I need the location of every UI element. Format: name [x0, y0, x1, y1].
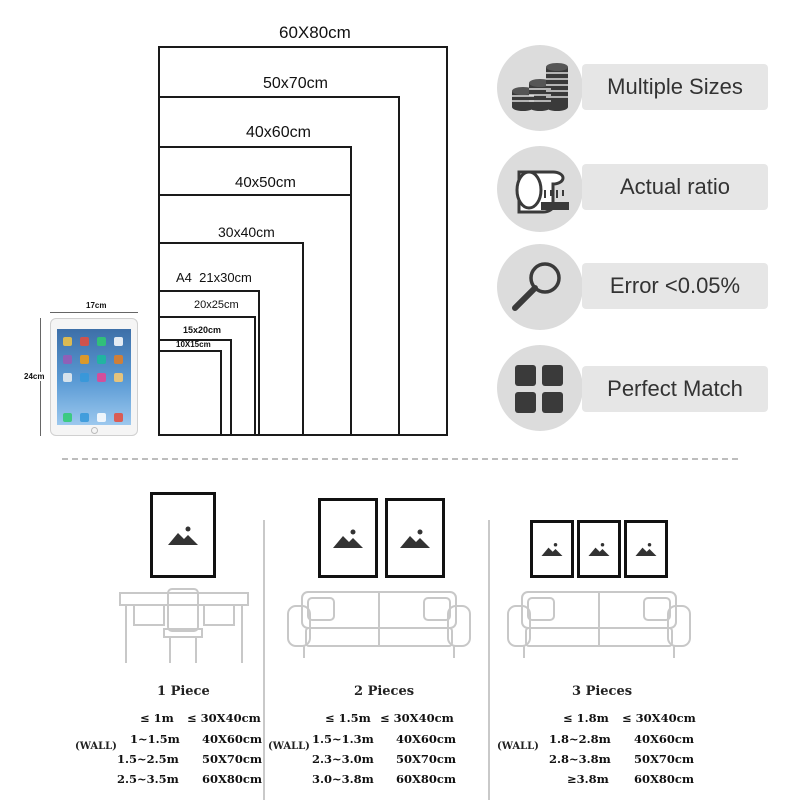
tablet-height-label: 24cm: [24, 372, 45, 381]
size-value: 50X70cm: [202, 752, 263, 766]
grid-icon: [497, 345, 583, 431]
range-value: 1.8~2.8m: [549, 732, 611, 746]
desk-chair-icon: [118, 585, 250, 665]
tablet-width-line: [50, 312, 138, 313]
size-value: 60X80cm: [634, 772, 695, 786]
size-value: 50X70cm: [634, 752, 695, 766]
label-20x25: 20x25cm: [194, 299, 239, 311]
landscape-picture-icon: [541, 542, 563, 556]
size-value: 40X60cm: [634, 732, 695, 746]
feature-perfect-match: Perfect Match: [582, 366, 768, 412]
range-value: 2.5~3.5m: [117, 772, 179, 786]
range-value: 2.3~3.0m: [312, 752, 374, 766]
wall-frame: [150, 492, 216, 578]
feature-icon-circle: [497, 244, 583, 330]
landscape-picture-icon: [400, 528, 430, 548]
magnifier-icon: [497, 244, 583, 330]
panel-separator: [263, 520, 265, 800]
wall-frame: [530, 520, 574, 578]
tablet-home-button: [91, 427, 98, 434]
label-40x60: 40x60cm: [246, 124, 311, 141]
label-10x15: 10X15cm: [176, 340, 211, 349]
feature-icon-circle: [497, 45, 583, 131]
range-value: ≥3.8m: [567, 772, 609, 786]
range-value: 3.0~3.8m: [312, 772, 374, 786]
panel-title: 1 Piece: [157, 684, 210, 699]
size-value: ≤ 30X40cm: [380, 711, 454, 725]
feature-icon-circle: [497, 146, 583, 232]
range-value: ≤ 1.8m: [563, 711, 609, 725]
wall-label: (WALL): [75, 741, 117, 752]
tablet-device: [50, 318, 138, 436]
tape-measure-icon: [497, 146, 583, 232]
range-value: 1.5~1.3m: [312, 732, 374, 746]
coins-icon: [497, 45, 583, 131]
landscape-picture-icon: [168, 525, 198, 545]
range-value: ≤ 1.5m: [325, 711, 371, 725]
label-a4: A4 21x30cm: [176, 270, 252, 285]
label-15x20: 15x20cm: [183, 325, 222, 335]
label-40x50: 40x50cm: [235, 174, 296, 191]
label-30x40: 30x40cm: [218, 224, 275, 240]
tablet-screen: [57, 329, 131, 425]
landscape-picture-icon: [635, 542, 657, 556]
app-icons-grid: [57, 329, 131, 425]
feature-multiple-sizes: Multiple Sizes: [582, 64, 768, 110]
feature-icon-circle: [497, 345, 583, 431]
wall-frame: [624, 520, 668, 578]
landscape-picture-icon: [333, 528, 363, 548]
sofa-icon: [504, 586, 694, 662]
wall-frame: [385, 498, 445, 578]
size-value: 50X70cm: [396, 752, 457, 766]
wall-frame: [577, 520, 621, 578]
wall-label: (WALL): [497, 741, 539, 752]
range-value: 1.5~2.5m: [117, 752, 179, 766]
landscape-picture-icon: [588, 542, 610, 556]
label-60x80: 60X80cm: [279, 23, 351, 42]
size-value: ≤ 30X40cm: [187, 711, 261, 725]
wall-frame: [318, 498, 378, 578]
range-value: 2.8~3.8m: [549, 752, 611, 766]
feature-error-rate: Error <0.05%: [582, 263, 768, 309]
label-50x70: 50x70cm: [263, 75, 328, 92]
frame-10x15: [158, 350, 222, 436]
tablet-width-label: 17cm: [86, 301, 107, 310]
size-value: 40X60cm: [202, 732, 263, 746]
feature-actual-ratio: Actual ratio: [582, 164, 768, 210]
wall-label: (WALL): [268, 741, 310, 752]
size-value: 40X60cm: [396, 732, 457, 746]
panel-separator: [488, 520, 490, 800]
range-value: ≤ 1m: [140, 711, 174, 725]
panel-title: 2 Pieces: [354, 684, 415, 699]
size-value: ≤ 30X40cm: [622, 711, 696, 725]
sofa-icon: [284, 586, 474, 662]
size-value: 60X80cm: [396, 772, 457, 786]
size-value: 60X80cm: [202, 772, 263, 786]
section-divider: [62, 458, 738, 460]
panel-title: 3 Pieces: [572, 684, 633, 699]
range-value: 1~1.5m: [130, 732, 180, 746]
